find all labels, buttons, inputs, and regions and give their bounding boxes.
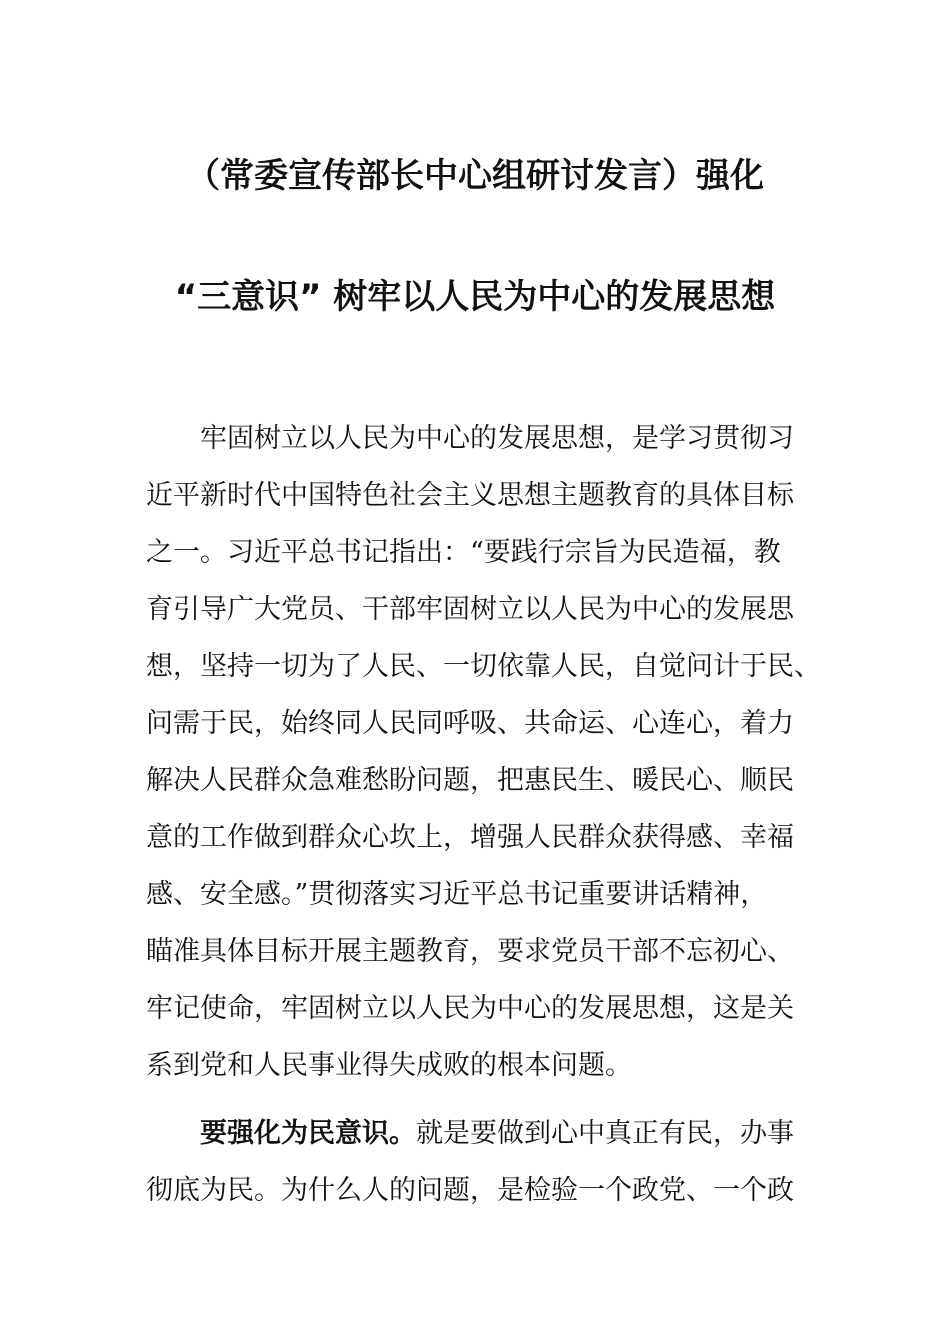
paragraph-2-line-text: 就是要做到心中真正有民，办事 [416, 1118, 794, 1149]
paragraph-2-line [146, 1105, 846, 1162]
section-lead-heading: 要强化为民意识。 [200, 1118, 416, 1149]
document-title-line-1: （常委宣传部长中心组研讨发言）强化 [186, 156, 764, 196]
document-title-line-2: “三意识” 树牢以人民为中心的发展思想 [174, 277, 776, 317]
paragraph-1-line: 近平新时代中国特色社会主义思想主题教育的具体目标 [146, 480, 794, 511]
paragraph-1-line: 牢记使命，牢固树立以人民为中心的发展思想，这是关 [146, 993, 794, 1024]
paragraph-1 [146, 410, 846, 1094]
paragraph-1-line: 问需于民，始终同人民同呼吸、共命运、心连心，着力 [146, 708, 794, 739]
paragraph-1-line: 瞄准具体目标开展主题教育，要求党员干部不忘初心、 [146, 936, 794, 967]
paragraph-2 [146, 1105, 846, 1219]
paragraph-1-line: 意的工作做到群众心坎上，增强人民群众获得感、幸福 [146, 822, 794, 853]
paragraph-1-line: 之一。习近平总书记指出：“要践行宗旨为民造福，教 [146, 537, 781, 568]
paragraph-1-line: 想，坚持一切为了人民、一切依靠人民，自觉问计于民、 [146, 651, 821, 682]
paragraph-1-line: 解决人民群众急难愁盼问题，把惠民生、暖民心、顺民 [146, 765, 794, 796]
paragraph-1-line: 感、安全感。”贯彻落实习近平总书记重要讲话精神， [146, 879, 768, 910]
paragraph-1-line: 牢固树立以人民为中心的发展思想，是学习贯彻习 [200, 423, 794, 454]
paragraph-1-line: 系到党和人民事业得失成败的根本问题。 [146, 1050, 632, 1081]
paragraph-2-line: 彻底为民。为什么人的问题，是检验一个政党、一个政 [146, 1175, 794, 1206]
paragraph-1-line: 育引导广大党员、干部牢固树立以人民为中心的发展思 [146, 594, 794, 625]
